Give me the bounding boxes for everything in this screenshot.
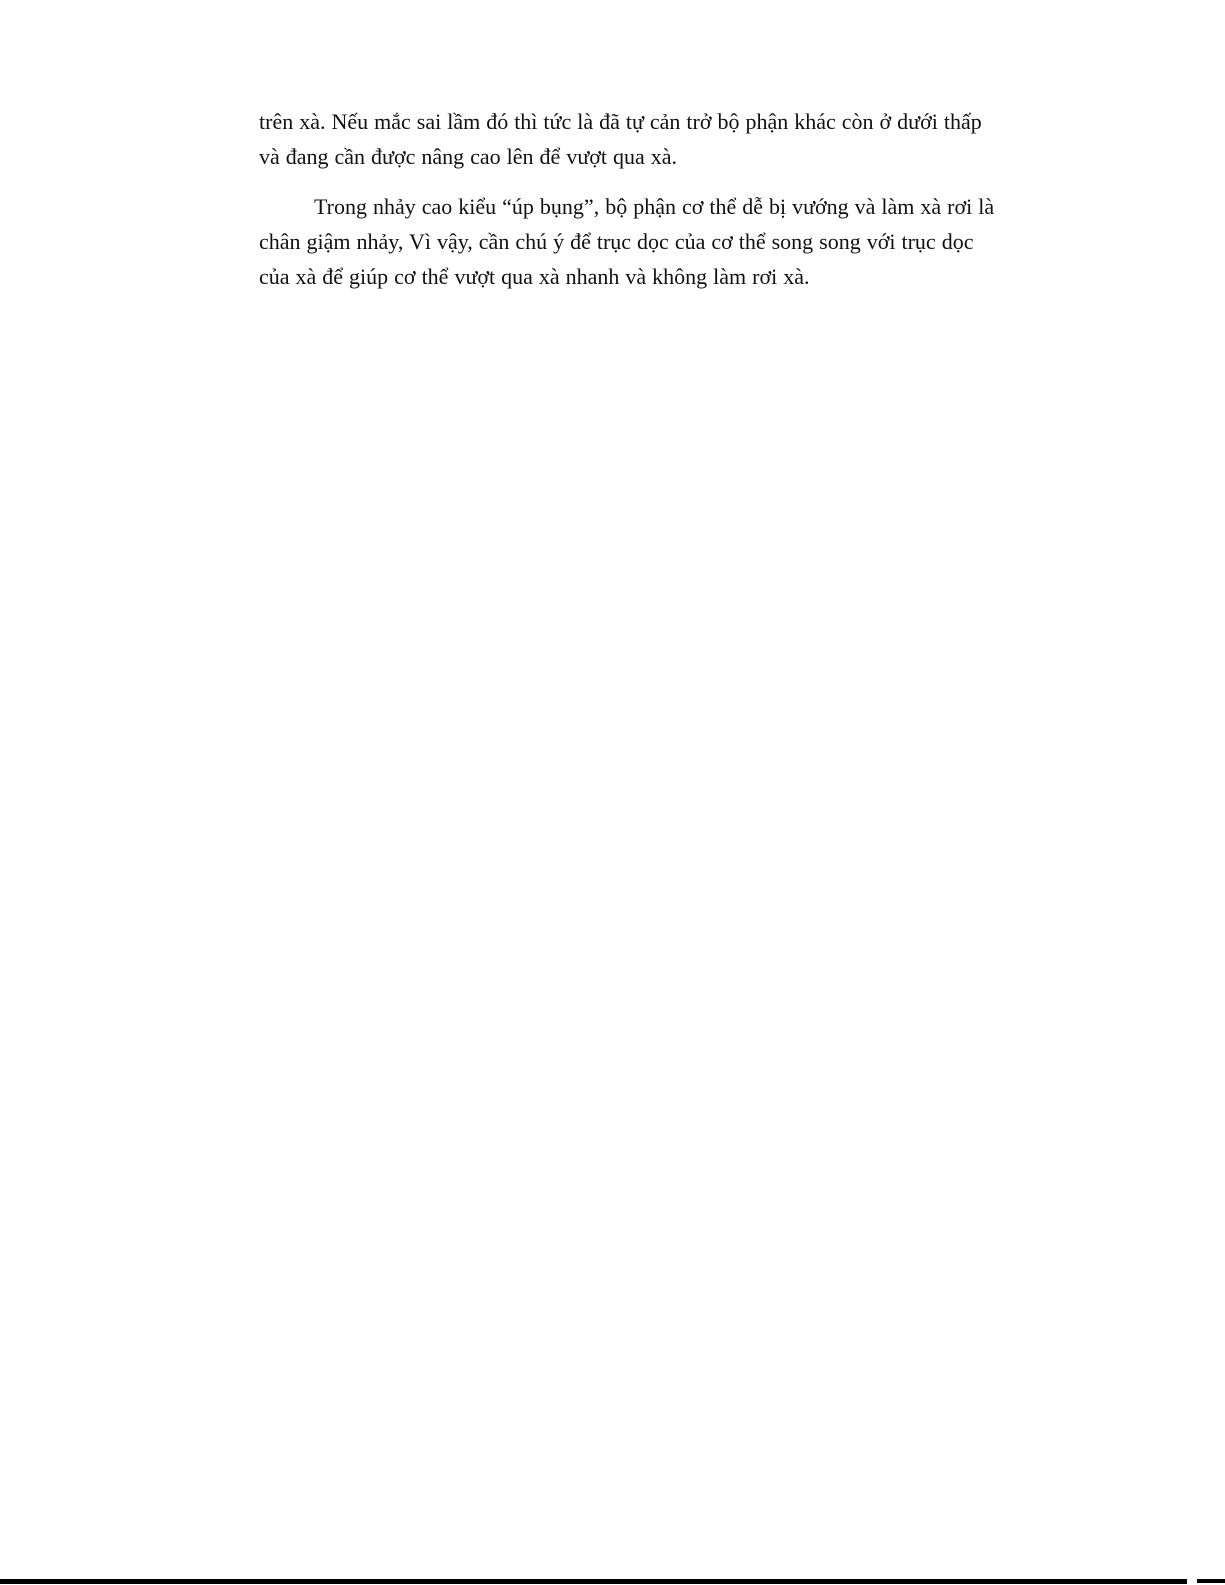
scan-artifact-bottom-dash xyxy=(1197,1579,1225,1583)
paragraph-2 xyxy=(259,189,995,294)
text-line: trên xà. Nếu mắc sai lầm đó thì tức là đã tự cản trở bộ phận khác còn ở dưới thấp xyxy=(259,109,982,134)
text-block xyxy=(259,104,995,294)
paragraph-1 xyxy=(259,104,982,174)
text-line: và đang cần được nâng cao lên để vượt qua xà. xyxy=(259,144,678,169)
text-line: Trong nhảy cao kiểu “úp bụng”, bộ phận cơ thể dễ bị vướng và làm xà rơi là xyxy=(314,194,995,219)
text-line: của xà để giúp cơ thể vượt qua xà nhanh và không làm rơi xà. xyxy=(259,264,810,289)
scan-artifact-bottom-bar xyxy=(0,1579,1187,1584)
text-line: chân giậm nhảy, Vì vậy, cần chú ý để trục dọc của cơ thể song song với trục dọc xyxy=(259,229,974,254)
